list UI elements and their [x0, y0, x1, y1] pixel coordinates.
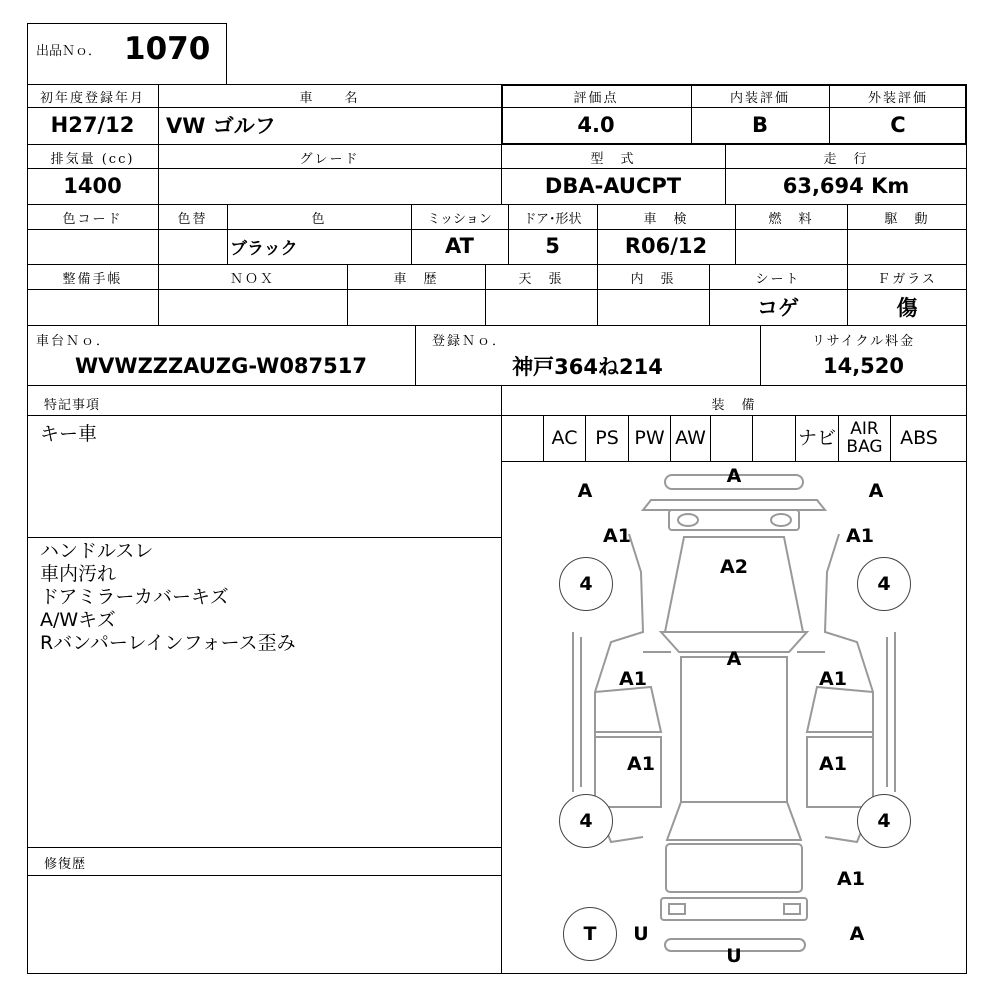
rule	[485, 264, 486, 325]
roof-value	[485, 289, 597, 325]
mark-rear-left: U	[633, 923, 649, 945]
equipment-item: PS	[585, 415, 628, 461]
mark-rear-right-quarter: A1	[837, 868, 865, 890]
rule	[27, 144, 967, 145]
car-diagram	[501, 462, 967, 974]
registration-label: 登録Ｎｏ．	[432, 333, 508, 349]
tire-rear-left: 4	[559, 794, 613, 848]
grade-label: グレード	[299, 151, 360, 167]
model-label: 型 式	[590, 151, 636, 167]
spare-tire: T	[563, 907, 617, 961]
chassis-label: 車台Ｎｏ．	[36, 333, 112, 349]
score-label: 評価点	[573, 90, 619, 106]
displacement-value: 1400	[63, 174, 122, 198]
mark-front-left-corner: A	[577, 480, 593, 502]
color-change-label: 色替	[177, 211, 208, 227]
mission-value: AT	[445, 234, 474, 258]
equipment-item: ABS	[890, 415, 947, 461]
rule	[415, 325, 416, 385]
registration-value: 神戸364ね214	[512, 355, 663, 379]
rule	[27, 168, 967, 169]
rule	[27, 847, 501, 848]
exterior-value: C	[890, 113, 906, 137]
lot-number-label: 出品Ｎｏ．	[36, 44, 102, 59]
rule	[27, 289, 967, 290]
rule	[27, 264, 967, 265]
mark-front-bumper: A	[726, 465, 742, 487]
emblem-outline	[678, 514, 698, 526]
door-value: 5	[545, 234, 560, 258]
equipment-item: AW	[670, 415, 710, 461]
interior-trim-label: 内 張	[630, 271, 676, 287]
interior-trim-value	[597, 289, 709, 325]
equipment-item: ナビ	[795, 415, 838, 461]
equipment-item	[710, 415, 752, 461]
color-code-value	[27, 229, 158, 263]
front-panel-outline	[669, 510, 799, 530]
note-line: 車内汚れ	[40, 563, 117, 585]
equipment-row	[501, 415, 967, 461]
mileage-label: 走 行	[823, 151, 869, 167]
model-value: DBA-AUCPT	[544, 174, 682, 198]
interior-label: 内装評価	[729, 90, 790, 106]
mark-front-right-corner: A	[868, 480, 884, 502]
mark-right-front-door: A1	[819, 668, 847, 690]
interior-value: B	[751, 113, 768, 137]
fuel-value	[735, 229, 847, 263]
drive-label: 駆 動	[884, 211, 930, 227]
rear-light-outline	[784, 904, 800, 914]
rule	[829, 84, 830, 145]
rule	[725, 144, 726, 204]
rule	[508, 204, 509, 264]
equipment-item	[501, 415, 543, 461]
fuel-label: 燃 料	[768, 211, 814, 227]
rule	[501, 84, 502, 204]
glass-label: Ｆガラス	[877, 271, 937, 287]
inspection-label: 車 検	[643, 211, 689, 227]
grade-value	[158, 169, 501, 203]
roof-label: 天 張	[518, 271, 564, 287]
rule	[691, 84, 692, 145]
note-line: Rバンパーレインフォース歪み	[40, 632, 296, 654]
equipment-item	[752, 415, 795, 461]
color-label: 色	[311, 211, 327, 227]
color-value: ブラック	[230, 238, 298, 259]
mark-left-fender: A1	[603, 525, 631, 547]
rule	[27, 537, 501, 538]
emblem-outline	[771, 514, 791, 526]
note-line: ドアミラーカバーキズ	[40, 586, 229, 608]
mark-rear-bumper: U	[726, 945, 742, 967]
recycle-label: リサイクル料金	[811, 333, 916, 349]
tire-rear-right: 4	[857, 794, 911, 848]
mark-left-rear-door: A1	[627, 753, 655, 775]
right-door-front-outline	[807, 687, 873, 732]
note-line: A/Wキズ	[40, 609, 116, 631]
notes-label: 特記事項	[44, 397, 101, 413]
rule	[27, 229, 967, 230]
mark-rear-right: A	[849, 923, 865, 945]
rear-light-outline	[669, 904, 685, 914]
mission-label: ミッション	[427, 211, 492, 227]
notes-list	[40, 540, 296, 655]
rule	[735, 204, 736, 264]
notes-top: キー車	[40, 423, 98, 445]
color-code-label: 色コード	[62, 211, 123, 227]
rule	[27, 204, 967, 205]
color-change-value	[158, 229, 227, 263]
mark-right-fender: A1	[846, 525, 874, 547]
repair-label: 修復歴	[44, 856, 87, 872]
trunk-outline	[666, 844, 802, 892]
rear-panel-outline	[661, 898, 807, 920]
chassis-value: WVWZZZAUZG-W087517	[75, 354, 367, 378]
door-label: ドア･形状	[523, 211, 582, 227]
glass-value: 傷	[896, 296, 918, 320]
rule	[27, 385, 967, 386]
tire-front-right: 4	[857, 557, 911, 611]
rule	[227, 204, 228, 264]
seat-label: シート	[755, 271, 801, 287]
nox-label: ＮＯＸ	[229, 271, 275, 287]
car-name-label: 車 名	[299, 90, 360, 106]
front-grille-outline	[643, 500, 825, 510]
hood-outline	[665, 537, 803, 632]
rule	[158, 84, 159, 325]
exterior-label: 外装評価	[867, 90, 928, 106]
equipment-item: PW	[628, 415, 670, 461]
score-value: 4.0	[577, 113, 615, 137]
first-reg-label: 初年度登録年月	[39, 90, 145, 106]
history-value	[347, 289, 485, 325]
rule	[501, 107, 967, 108]
rule	[847, 204, 848, 325]
mileage-value: 63,694 Km	[782, 174, 910, 198]
recycle-value: 14,520	[822, 354, 905, 378]
rule	[760, 325, 761, 385]
car-name-value: VW ゴルフ	[166, 114, 276, 138]
drive-value	[847, 229, 967, 263]
maintenance-label: 整備手帳	[62, 271, 123, 287]
roof-outline	[681, 657, 787, 802]
rule	[347, 264, 348, 325]
rule	[709, 264, 710, 325]
equipment-item: AIR BAG	[838, 415, 890, 461]
equipment-item: AC	[543, 415, 585, 461]
nox-value	[158, 289, 347, 325]
rule	[27, 875, 501, 876]
history-label: 車 歴	[393, 271, 439, 287]
rule	[27, 107, 501, 108]
left-door-front-outline	[595, 687, 661, 732]
note-line: ハンドルスレ	[40, 540, 154, 562]
mark-roof-front: A	[726, 648, 742, 670]
seat-value: コゲ	[757, 296, 799, 320]
mark-left-front-door: A1	[619, 668, 647, 690]
mark-hood: A2	[720, 556, 748, 578]
lot-number-box	[27, 23, 227, 85]
first-reg-value: H27/12	[50, 113, 135, 137]
rule	[27, 325, 967, 326]
equipment-label: 装 備	[711, 397, 757, 413]
rule	[411, 204, 412, 264]
tire-front-left: 4	[559, 557, 613, 611]
rule	[597, 204, 598, 325]
mark-right-rear-door: A1	[819, 753, 847, 775]
inspection-value: R06/12	[624, 234, 708, 258]
lot-number: 1070	[124, 31, 211, 67]
rear-window-outline	[667, 802, 801, 840]
maintenance-value	[27, 289, 158, 325]
displacement-label: 排気量 (cc)	[50, 151, 135, 167]
